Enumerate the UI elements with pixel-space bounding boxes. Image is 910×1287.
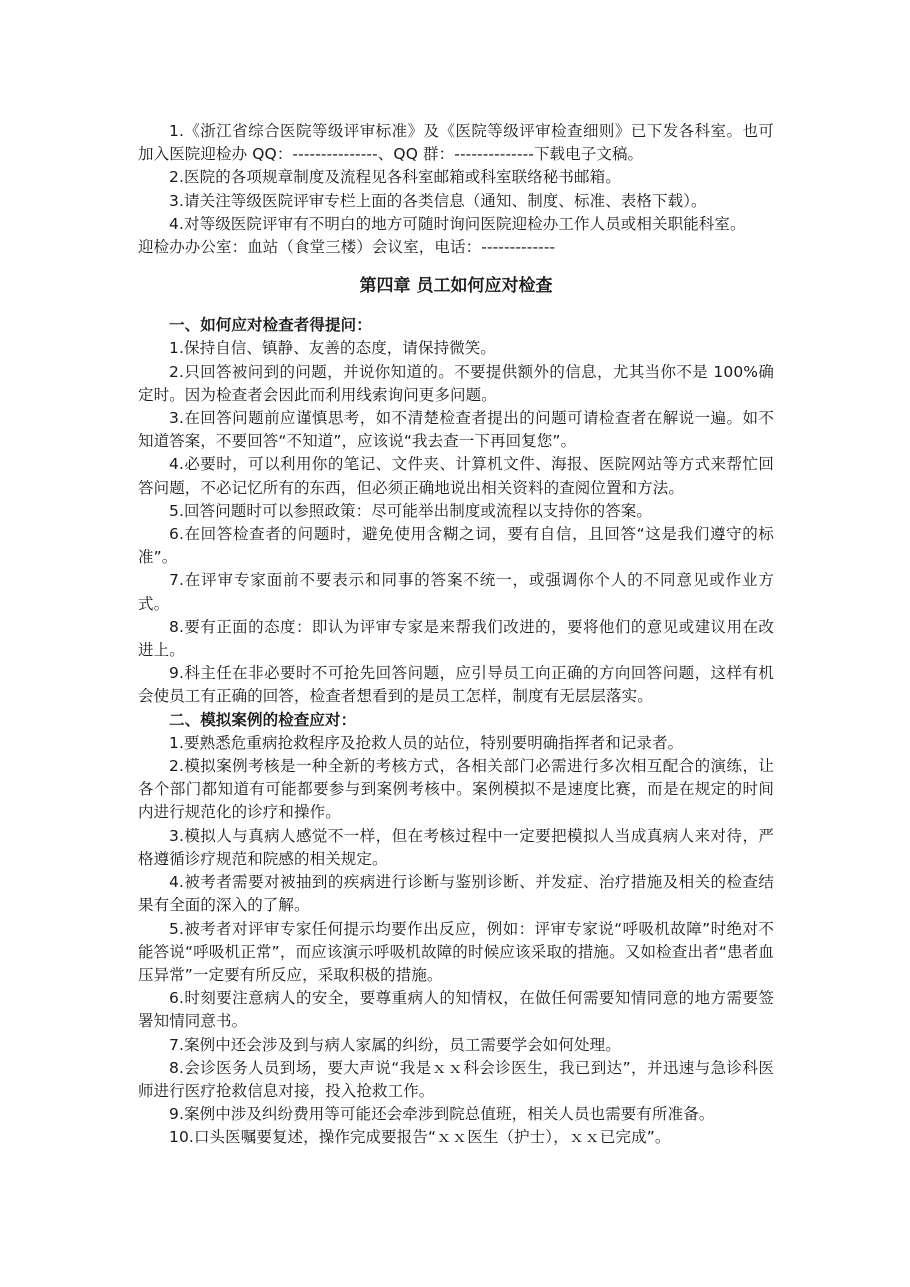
intro-paragraph-3: 3.请关注等级医院评审专栏上面的各类信息（通知、制度、标准、表格下载）。	[169, 191, 707, 210]
section-1-item: 6.在回答检查者的问题时，避免使用含糊之词，要有自信，且回答“这是我们遵守的标准”。	[138, 525, 774, 567]
section-2-item: 10.口头医嘱要复述，操作完成要报告“ｘｘ医生（护士），ｘｘ已完成”。	[169, 1128, 671, 1147]
section-1-item: 7.在评审专家面前不要表示和同事的答案不统一，或强调你个人的不同意见或作业方式。	[138, 571, 774, 613]
section-1-item: 2.只回答被问到的问题，并说你知道的。不要提供额外的信息，尤其当你不是 100%确定时。因为检查者会因此而利用线索询问更多问题。	[138, 362, 774, 404]
contact-line: 迎检办办公室：血站（食堂三楼）会议室，电话：-------------	[138, 238, 556, 257]
section-1-item: 4.必要时，可以利用你的笔记、文件夹、计算机文件、海报、医院网站等方式来帮忙回答问题，不必记忆所有的东西，但必须正确地说出相关资料的查阅位置和方法。	[138, 455, 774, 497]
section-1-item: 3.在回答问题前应谨慎思考，如不清楚检查者提出的问题可请检查者在解说一遍。如不知道答案，不要回答“不知道”，应该说“我去查一下再回复您”。	[138, 409, 774, 451]
section-2-item: 9.案例中涉及纠纷费用等可能还会牵涉到院总值班，相关人员也需要有所准备。	[169, 1105, 715, 1124]
chapter-title: 第四章 员工如何应对检查	[359, 276, 553, 297]
section-1-heading: 一、如何应对检查者得提问：	[169, 316, 372, 335]
section-2-item: 6.时刻要注意病人的安全，要尊重病人的知情权，在做任何需要知情同意的地方需要签署知情同意书。	[138, 989, 774, 1031]
section-2-item: 3.模拟人与真病人感觉不一样，但在考核过程中一定要把模拟人当成真病人来对待，严格遵循诊疗规范和院感的相关规定。	[138, 826, 774, 868]
section-2-item: 2.模拟案例考核是一种全新的考核方式，各相关部门必需进行多次相互配合的演练，让各个部门都知道有可能都要参与到案例考核中。案例模拟不是速度比赛，而是在规定的时间内进行规范化的诊疗和操作。	[138, 757, 774, 822]
section-1-item: 1.保持自信、镇静、友善的态度，请保持微笑。	[169, 339, 496, 358]
section-2-item: 7.案例中还会涉及到与病人家属的纠纷，员工需要学会如何处理。	[169, 1035, 621, 1054]
section-2-item: 5.被考者对评审专家任何提示均要作出反应，例如：评审专家说“呼吸机故障”时绝对不能答说“呼吸机正常”，而应该演示呼吸机故障的时候应该采取的措施。又如检查出者“患者血压异常”一定要有所反应，采取积极的措施。	[138, 919, 774, 984]
section-1-item: 5.回答问题时可以参照政策：尽可能举出制度或流程以支持你的答案。	[169, 501, 652, 520]
section-1-item: 9.科主任在非必要时不可抢先回答问题，应引导员工向正确的方向回答问题，这样有机会使员工有正确的回答，检查者想看到的是员工怎样，制度有无层层落实。	[138, 664, 774, 706]
section-2-item: 8.会诊医务人员到场，要大声说“我是ｘｘ科会诊医生，我已到达”，并迅速与急诊科医师进行医疗抢救信息对接，投入抢救工作。	[138, 1058, 774, 1100]
intro-paragraph-4: 4.对等级医院评审有不明白的地方可随时询问医院迎检办工作人员或相关职能科室。	[169, 214, 746, 233]
section-2-item: 1.要熟悉危重病抢救程序及抢救人员的站位，特别要明确指挥者和记录者。	[169, 733, 684, 752]
section-1-item: 8.要有正面的态度：即认为评审专家是来帮我们改进的，要将他们的意见或建议用在改进上。	[138, 617, 774, 660]
intro-paragraph-2: 2.医院的各项规章制度及流程见各科室邮箱或科室联络秘书邮箱。	[169, 168, 621, 187]
section-2-item: 4.被考者需要对被抽到的疾病进行诊断与鉴别诊断、并发症、治疗措施及相关的检查结果有全面的深入的了解。	[138, 873, 774, 915]
intro-paragraph-1: 1.《浙江省综合医院等级评审标准》及《医院等级评审检查细则》已下发各科室。也可加入医院迎检办 QQ：---------------、QQ 群：--------------下载电子文稿。	[138, 122, 774, 164]
section-2-heading: 二、模拟案例的检查应对：	[169, 710, 357, 729]
